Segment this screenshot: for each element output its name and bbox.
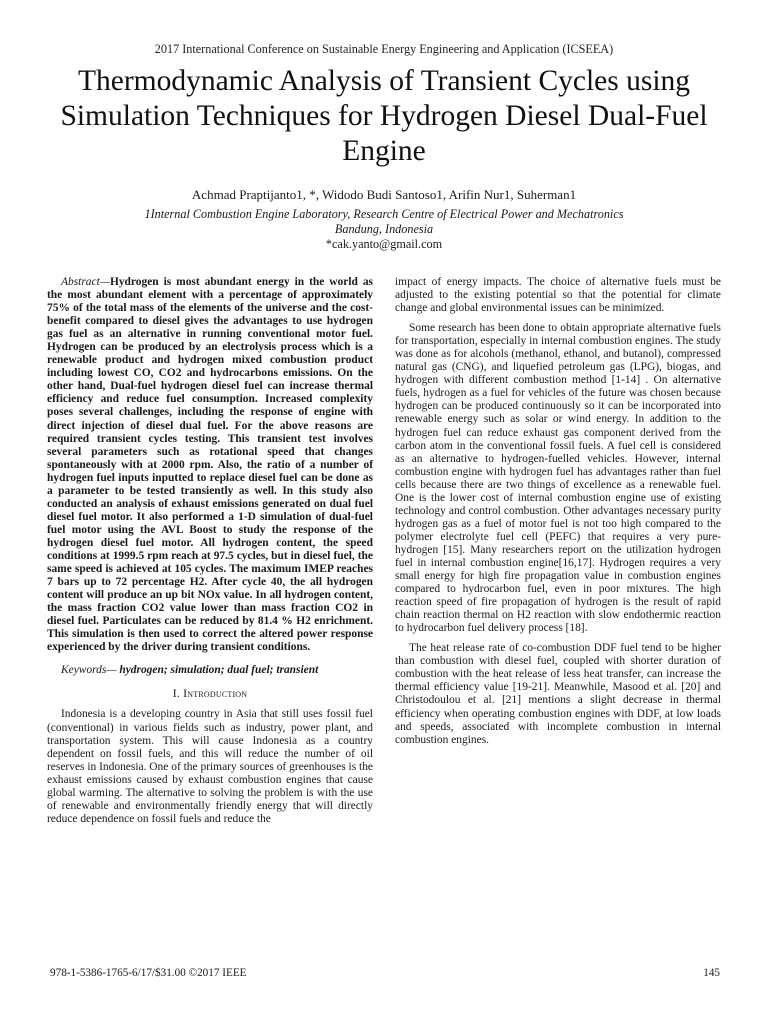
right-column: [395, 276, 721, 754]
paper-title: Thermodynamic Analysis of Transient Cycles using Simulation Techniques for Hydrogen Diesel Dual-Fuel Engine: [60, 65, 708, 167]
affiliation: [60, 207, 708, 238]
left-column: [47, 276, 373, 833]
copyright-footer: 978-1-5386-1765-6/17/$31.00 ©2017 IEEE: [50, 967, 247, 979]
intro-paragraph-1: Indonesia is a developing country in Asia that still uses fossil fuel (conventional) in various fields such as industry, power plant, and transportation system. This will cause Indonesia as a country dependent on fossil fuels, and this will reduce the number of oil reserves in Indonesia. One of the primary sources of greenhouses is the exhaust emissions caused by exhaust combustion engines that cause global warming. The alternative to solving the problem is with the use of renewable and environmentally friendly energy that will directly reduce dependence on fossil fuels and reduce the: [47, 708, 373, 825]
page-number: 145: [703, 967, 720, 979]
author-list: Achmad Praptijanto1, *, Widodo Budi Santoso1, Arifin Nur1, Suherman1: [191, 187, 577, 202]
affiliation-location: Bandung, Indonesia: [334, 222, 434, 237]
affiliation-institution: 1Internal Combustion Engine Laboratory, Research Centre of Electrical Power and Mechatronics: [144, 207, 624, 221]
conference-header: 2017 International Conference on Sustainable Energy Engineering and Application (ICSEEA): [154, 42, 614, 56]
abstract: [47, 276, 373, 654]
intro-paragraph-2: Some research has been done to obtain appropriate alternative fuels for transportation, especially in internal combustion engines. The study was done as for alcohols (methanol, ethanol, and butanol), compressed natural gas (CNG), and liquefied petroleum gas (LPG), biogas, and hydrogen with different combustion method [1-14] . On alternative fuels, hydrogen as a fuel for vehicles of the future was chosen because hydrogen can be produced continuously so it can be incorporated into renewable energy such as solar or wind energy. In addition to the hydrogen fuel can reduce exhaust gas component derived from the carbon atom in the conventional fossil fuels. A fuel cell is considered as an alternative to hydrogen-fuelled vehicles. However, internal combustion engine with hydrogen fuel has advantages rather than fuel cells because there are two things of excellence as a renewable fuel. One is the lower cost of internal combustion engine use of existing technology and control combustion. Other advantages necessary purity hydrogen gas as a fuel of motor fuel is not too high compared to the polymer electrolyte fuel cell (PEFC) that requires a very pure-hydrogen [15]. Many researchers report on the utilization hydrogen fuel in internal combustion engine[16,17]. Hydrogen requires a very small energy for high fire propagation value in combustion engines compared to hydrocarbon fuel, even in poor mixtures. The high reaction speed of fire propagation of hydrogen is the result of rapid chain reaction thermal on H2 reaction with slow endothermic reaction to hydrocarbon fuel delivery process [18].: [395, 322, 721, 635]
keywords-text: hydrogen; simulation; dual fuel; transient: [119, 664, 319, 677]
intro-paragraph-3: The heat release rate of co-combustion DDF fuel tend to be higher than combustion with diesel fuel, coupled with shorter duration of combustion with the heat release of less heat transfer, can increase the thermal efficiency value [19-21]. Meanwhile, Masood et al. [20] and Christodoulou et al. [21] mentions a slight decrease in thermal efficiency when operating combustion engines with DDF, at low loads and speeds, associated with incomplete combustion in internal combustion engines.: [395, 642, 721, 746]
keywords: [47, 664, 373, 677]
abstract-text: Hydrogen is most abundant energy in the world as the most abundant element with a percentage of approximately 75% of the total mass of the elements of the universe and the cost-benefit compared to diesel gives the advantages to use hydrogen gas fuel as an alternative in running conventional motor fuel. Hydrogen can be produced by an electrolysis process which is a renewable product and hydrogen mixed combustion product including lowest CO, CO2 and hydrocarbons emissions. On the other hand, Dual-fuel hydrogen diesel fuel can increase thermal efficiency and reduce fuel consumption. Increased complexity poses several challenges, including the response of engine with direct injection of diesel dual fuel. For the above reasons are required transient cycles testing. This transient test involves several parameters such as rotational speed that changes spontaneously with at 2000 rpm. Also, the ratio of a number of hydrogen fuel inputs inputted to replace diesel fuel can be done as a parameter to be tested transiently as well. In this study also conducted an analysis of exhaust emissions generated on dual fuel diesel fuel motor. It also performed a 1-D simulation of dual-fuel fuel motor using the AVL Boost to study the response of the hydrogen diesel fuel motor. All hydrogen content, the speed conditions at 1999.5 rpm reach at 97.5 cycles, but in diesel fuel, the same speed is achieved at 105 cycles. The maximum IMEP reaches 7 bars up to 72 percentage H2. After cycle 40, the all hydrogen content will produce an up bit NOx value. In all hydrogen content, the mass fraction CO2 value lower than mass fraction CO2 in diesel fuel. Particulates can be reduced by 81.4 % H2 enrichment. This simulation is then used to correct the altered power response experienced by the driver during transient conditions.: [47, 276, 373, 654]
abstract-lead: Abstract—: [61, 276, 110, 288]
corresponding-email: *cak.yanto@gmail.com: [325, 237, 443, 251]
section-title: Introduction: [183, 686, 248, 701]
section-number: I.: [172, 686, 180, 701]
section-heading-introduction: [47, 687, 373, 700]
keywords-lead: Keywords—: [61, 664, 120, 677]
intro-paragraph-1-continued: impact of energy impacts. The choice of alternative fuels must be adjusted to the existing potential so that the potential for climate change and global environmental issues can be minimized.: [395, 276, 721, 315]
